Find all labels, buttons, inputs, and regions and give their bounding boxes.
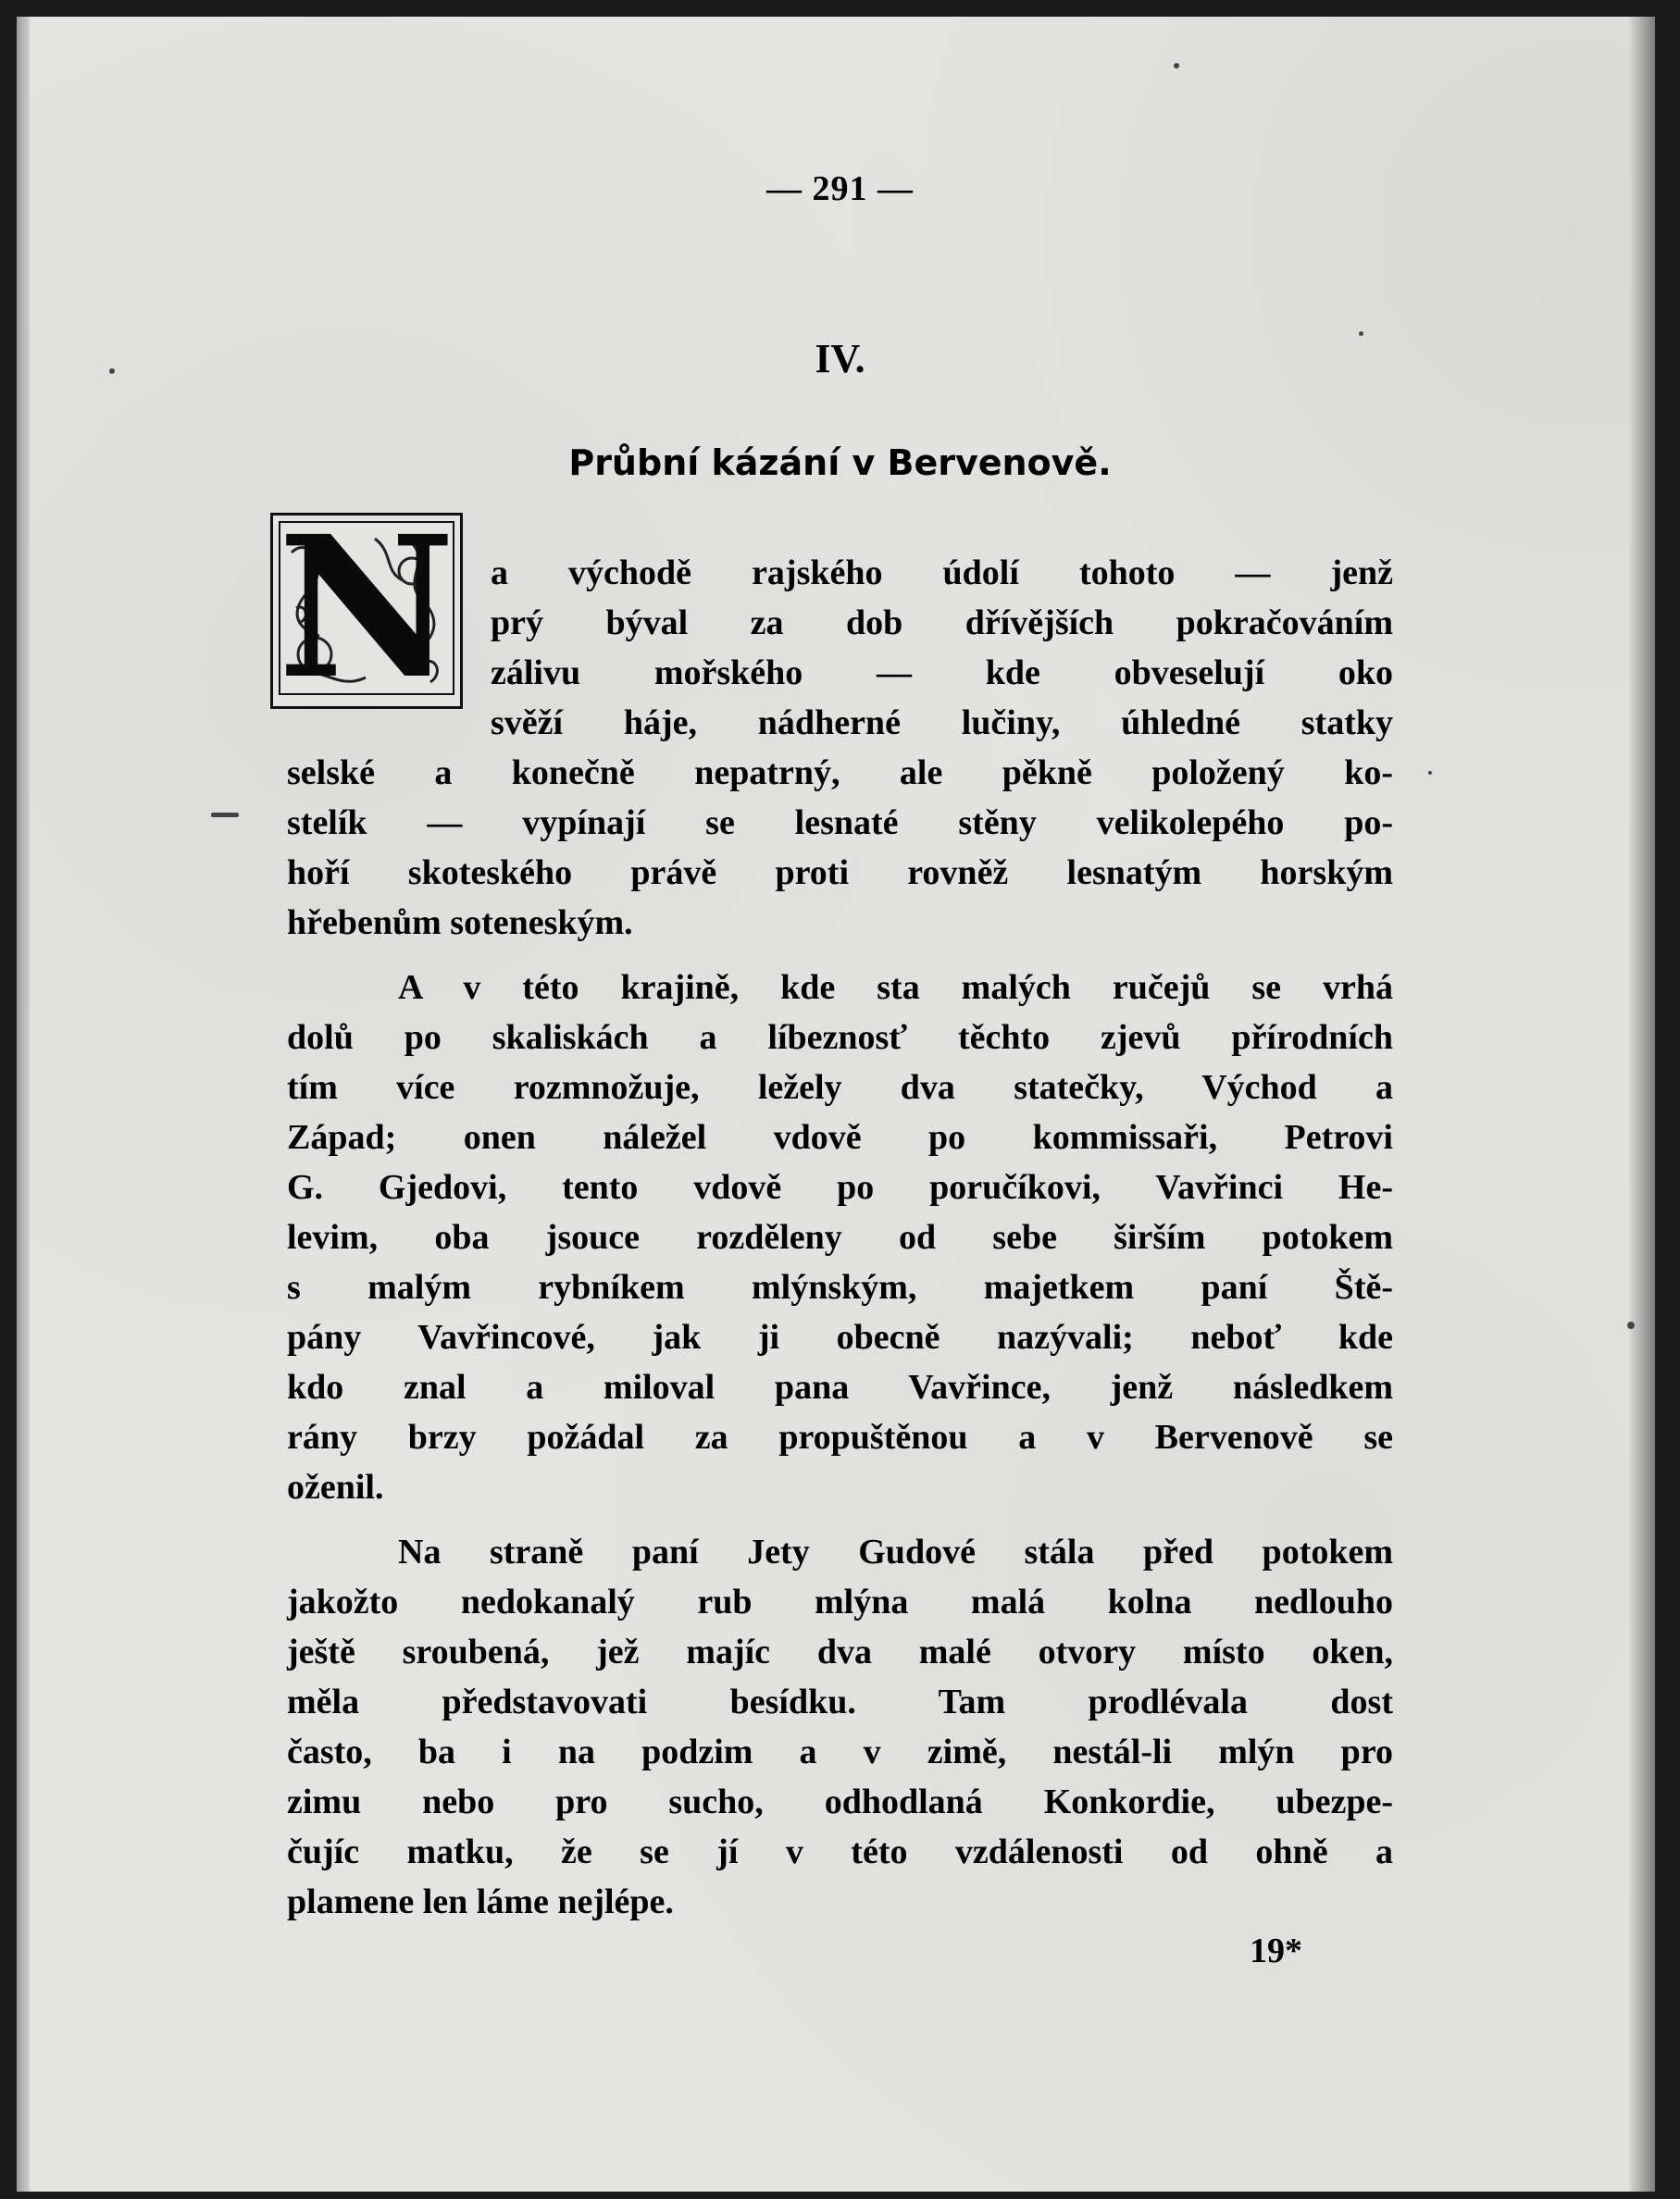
text-line: tím více rozmnožuje, ležely dva statečky, Východ a: [287, 1068, 1393, 1107]
text-line: Na straně paní Jety Gudové stála před potokem: [398, 1533, 1393, 1572]
chapter-title: Průbní kázání v Bervenově.: [568, 442, 1112, 483]
text-line: stelík — vypínají se lesnaté stěny velikolepého po-: [287, 803, 1393, 842]
first-paragraph-body: [287, 748, 1393, 948]
text-line: selské a konečně nepatrný, ale pěkně položený ko-: [287, 753, 1393, 792]
text-line: levim, oba jsouce rozděleny od sebe širším potokem: [287, 1218, 1393, 1257]
scan-speck: [1174, 63, 1179, 68]
text-line: svěží háje, nádherné lučiny, úhledné statky: [491, 703, 1393, 742]
second-paragraph: [287, 963, 1393, 1512]
scan-speck: [1428, 771, 1432, 775]
drop-cap-letter: N: [278, 493, 455, 722]
text-line: pány Vavřincové, jak ji obecně nazývali; neboť kde: [287, 1318, 1393, 1357]
text-line: rány brzy požádal za propuštěnou a v Bervenově se: [287, 1418, 1393, 1457]
text-line: jakožto nedokanalý rub mlýna malá kolna nedlouho: [287, 1583, 1393, 1621]
text-line: hřebenům soteneským.: [287, 903, 633, 942]
text-line: G. Gjedovi, tento vdově po poručíkovi, Vavřinci He-: [287, 1168, 1393, 1207]
ornamental-drop-cap: [270, 493, 463, 722]
signature-mark: 19*: [1250, 1932, 1302, 1970]
text-line: kdo znal a miloval pana Vavřince, jenž následkem: [287, 1368, 1393, 1407]
text-line: měla představovati besídku. Tam prodlévala dost: [287, 1683, 1393, 1721]
text-line: zimu nebo pro sucho, odhodlaná Konkordie, ubezpe-: [287, 1783, 1393, 1821]
text-line: čujíc matku, že se jí v této vzdálenosti od ohně a: [287, 1832, 1393, 1871]
text-line: často, ba i na podzim a v zimě, nestál-li mlýn pro: [287, 1733, 1393, 1771]
text-line: zálivu mořského — kde obveselují oko: [491, 653, 1393, 692]
text-line: hoří skoteského právě proti rovněž lesnatým horským: [287, 853, 1393, 892]
first-paragraph-cap-lines: [491, 548, 1393, 748]
scan-speck: [211, 813, 239, 817]
text-line: A v této krajině, kde sta malých ručejů se vrhá: [398, 968, 1393, 1007]
scan-speck: [1627, 1322, 1635, 1329]
page-number: — 291 —: [766, 169, 914, 208]
text-line: a východě rajského údolí tohoto — jenž: [491, 553, 1393, 592]
chapter-heading: IV.: [815, 336, 865, 381]
text-line: Západ; onen náležel vdově po kommissaři, Petrovi: [287, 1118, 1393, 1157]
text-line: s malým rybníkem mlýnským, majetkem paní Ště-: [287, 1268, 1393, 1307]
third-paragraph: [287, 1527, 1393, 1927]
text-line: prý býval za dob dřívějších pokračováním: [491, 603, 1393, 642]
text-line: plamene len láme nejlépe.: [287, 1882, 674, 1921]
text-line: dolů po skaliskách a líbeznosť těchto zjevů přírodních: [287, 1018, 1393, 1057]
text-line: ještě sroubená, jež majíc dva malé otvory místo oken,: [287, 1633, 1393, 1671]
text-line: oženil.: [287, 1468, 384, 1507]
